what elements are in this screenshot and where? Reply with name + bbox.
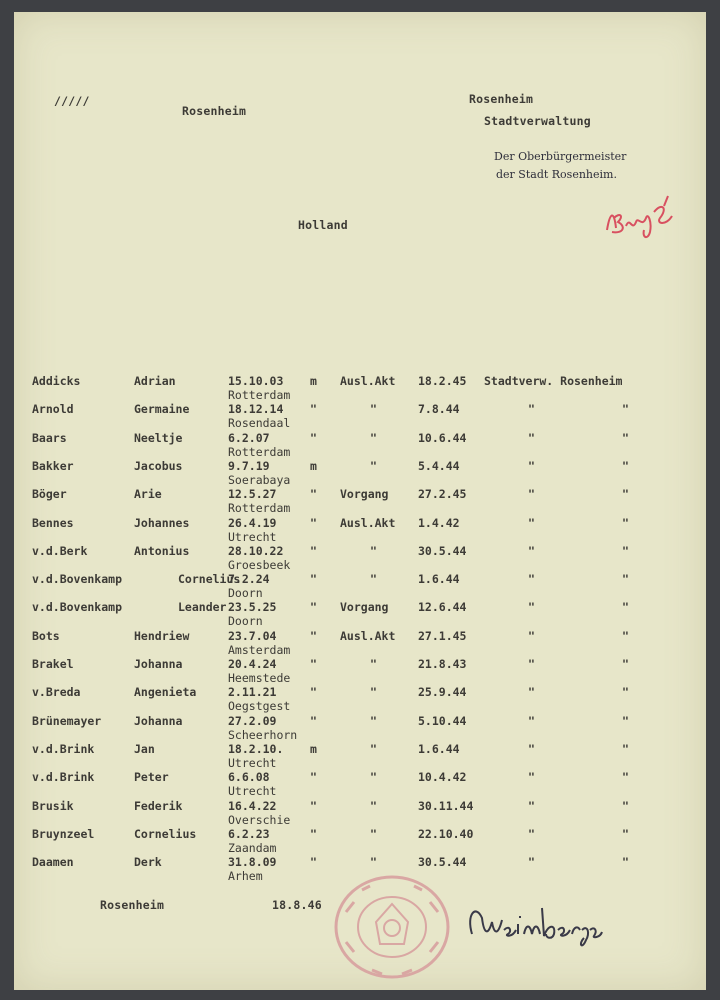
list-row: [14, 402, 706, 430]
row-sex: ": [310, 487, 317, 502]
row-surname: Brakel: [32, 657, 74, 671]
row-document-type: ": [370, 430, 377, 445]
list-row: [14, 657, 706, 685]
row-sex: ": [310, 685, 317, 700]
row-given-name: Cornelius: [134, 826, 197, 841]
row-birth-date: 23.5.25: [228, 600, 277, 615]
row-sex: ": [310, 515, 317, 530]
row-birth-place: Groesbeek: [228, 557, 291, 572]
row-surname: v.Breda: [32, 685, 81, 700]
list-row: [14, 742, 706, 770]
city-seal-stamp: [332, 872, 452, 982]
row-given-name: Arie: [134, 487, 162, 502]
row-birth-place: Amsterdam: [228, 642, 291, 657]
row-sex: m: [310, 741, 317, 756]
list-row: [14, 799, 706, 827]
sender-city: Rosenheim: [182, 104, 247, 118]
row-surname: Brünemayer: [32, 713, 102, 728]
row-birth-place: Rosendaal: [228, 416, 291, 431]
row-office-ditto: ": [622, 572, 629, 587]
row-birth-date: 6.6.08: [228, 770, 270, 785]
row-date: 21.8.43: [418, 657, 467, 671]
row-birth-place: Zaandam: [228, 840, 277, 855]
row-office-ditto: ": [622, 430, 629, 445]
row-office: ": [528, 685, 535, 700]
row-date: 27.1.45: [418, 628, 467, 643]
row-date: 1.6.44: [418, 741, 460, 756]
row-birth-date: 16.4.22: [228, 798, 277, 813]
row-birth-date: 6.2.23: [228, 826, 270, 841]
row-office: ": [528, 798, 535, 813]
row-surname: Arnold: [32, 402, 74, 417]
row-birth-date: 6.2.07: [228, 430, 270, 445]
recipient-city: Rosenheim: [469, 92, 534, 106]
row-birth-place: Oegstgest: [228, 699, 291, 714]
row-office: ": [528, 657, 535, 671]
row-surname: Böger: [32, 487, 67, 502]
row-office: ": [528, 487, 535, 502]
row-document-type: ": [370, 798, 377, 813]
row-date: 5.4.44: [418, 458, 460, 473]
row-birth-place: Utrecht: [228, 784, 277, 799]
row-surname: v.d.Bovenkamp: [32, 572, 123, 587]
row-document-type: Vorgang: [340, 487, 389, 502]
closing-city: Rosenheim: [100, 898, 165, 912]
row-document-type: ": [370, 741, 377, 756]
row-document-type: Ausl.Akt: [340, 374, 396, 388]
row-document-type: ": [370, 402, 377, 417]
row-given-name: Neeltje: [134, 430, 183, 445]
row-sex: ": [310, 657, 317, 671]
row-document-type: ": [370, 572, 377, 587]
row-given-name: Germaine: [134, 402, 190, 417]
row-given-name: Johanna: [134, 657, 183, 671]
row-document-type: ": [370, 543, 377, 558]
list-row: [14, 487, 706, 515]
row-sex: m: [310, 374, 317, 388]
list-row: [14, 431, 706, 459]
row-office: ": [528, 402, 535, 417]
row-office: Stadtverw. Rosenheim: [484, 374, 623, 388]
row-given-name: Cornelius: [178, 572, 241, 587]
row-office: ": [528, 515, 535, 530]
row-date: 30.5.44: [418, 855, 467, 870]
row-office-ditto: ": [622, 515, 629, 530]
row-office-ditto: ": [622, 543, 629, 558]
row-office-ditto: ": [622, 402, 629, 417]
closing-date: 18.8.46: [272, 898, 322, 912]
row-office: ": [528, 600, 535, 615]
office-stamp-line-1: Der Oberbürgermeister: [494, 150, 627, 163]
list-row: [14, 600, 706, 628]
row-given-name: Jacobus: [134, 458, 183, 473]
row-document-type: ": [370, 826, 377, 841]
row-surname: v.d.Brink: [32, 741, 95, 756]
row-given-name: Leander: [178, 600, 227, 615]
row-sex: ": [310, 770, 317, 785]
row-document-type: Ausl.Akt: [340, 628, 396, 643]
row-birth-date: 7.2.24: [228, 572, 270, 587]
row-birth-place: Rotterdam: [228, 388, 291, 402]
row-sex: ": [310, 855, 317, 870]
list-row: [14, 629, 706, 657]
row-birth-place: Heemstede: [228, 671, 291, 685]
row-given-name: Angenieta: [134, 685, 197, 700]
row-date: 10.6.44: [418, 430, 467, 445]
row-birth-place: Rotterdam: [228, 444, 291, 459]
red-handwritten-mark: [602, 192, 682, 252]
row-office-ditto: ": [622, 741, 629, 756]
row-sex: ": [310, 798, 317, 813]
list-row: [14, 374, 706, 402]
row-birth-place: Utrecht: [228, 529, 277, 544]
row-date: 12.6.44: [418, 600, 467, 615]
row-surname: Bennes: [32, 515, 74, 530]
row-date: 7.8.44: [418, 402, 460, 417]
row-office-ditto: ": [622, 657, 629, 671]
row-office-ditto: ": [622, 855, 629, 870]
row-document-type: ": [370, 458, 377, 473]
row-document-type: Vorgang: [340, 600, 389, 615]
list-row: [14, 544, 706, 572]
row-birth-date: 18.12.14: [228, 402, 284, 417]
row-surname: Daamen: [32, 855, 74, 870]
row-birth-date: 26.4.19: [228, 515, 277, 530]
row-sex: ": [310, 543, 317, 558]
row-birth-date: 9.7.19: [228, 458, 270, 473]
row-office: ": [528, 713, 535, 728]
row-given-name: Hendriew: [134, 628, 190, 643]
row-office: ": [528, 572, 535, 587]
row-birth-place: Soerabaya: [228, 472, 291, 487]
row-office: ": [528, 430, 535, 445]
row-birth-date: 15.10.03: [228, 374, 284, 388]
row-office: ": [528, 458, 535, 473]
row-surname: v.d.Bovenkamp: [32, 600, 123, 615]
list-row: [14, 770, 706, 798]
row-document-type: Ausl.Akt: [340, 515, 396, 530]
row-given-name: Jan: [134, 741, 155, 756]
row-surname: Brusik: [32, 798, 74, 813]
row-birth-place: Utrecht: [228, 755, 277, 770]
row-birth-place: Doorn: [228, 586, 263, 601]
row-office-ditto: ": [622, 798, 629, 813]
row-office: ": [528, 770, 535, 785]
row-birth-place: Overschie: [228, 812, 291, 827]
row-given-name: Federik: [134, 798, 183, 813]
list-row: [14, 827, 706, 855]
row-office-ditto: ": [622, 826, 629, 841]
row-office-ditto: ": [622, 600, 629, 615]
row-surname: v.d.Berk: [32, 543, 88, 558]
row-surname: Bakker: [32, 458, 74, 473]
row-surname: Baars: [32, 430, 67, 445]
row-sex: ": [310, 430, 317, 445]
row-surname: Addicks: [32, 374, 81, 388]
row-document-type: ": [370, 855, 377, 870]
row-birth-date: 2.11.21: [228, 685, 277, 700]
country-heading: Holland: [298, 218, 348, 232]
list-row: [14, 685, 706, 713]
row-office: ": [528, 826, 535, 841]
row-office: ": [528, 543, 535, 558]
row-given-name: Derk: [134, 855, 162, 870]
row-document-type: ": [370, 657, 377, 671]
row-birth-date: 31.8.09: [228, 855, 277, 870]
office-stamp-line-2: der Stadt Rosenheim.: [496, 168, 617, 181]
row-office-ditto: ": [622, 685, 629, 700]
row-date: 1.4.42: [418, 515, 460, 530]
row-document-type: ": [370, 713, 377, 728]
recipient-office: Stadtverwaltung: [484, 114, 591, 128]
row-surname: Bruynzeel: [32, 826, 95, 841]
row-given-name: Adrian: [134, 374, 176, 388]
row-document-type: ": [370, 770, 377, 785]
row-office-ditto: ": [622, 487, 629, 502]
row-given-name: Peter: [134, 770, 169, 785]
row-birth-date: 28.10.22: [228, 543, 284, 558]
row-birth-date: 18.2.10.: [228, 741, 284, 756]
handwritten-signature: [462, 894, 612, 964]
row-given-name: Johanna: [134, 713, 183, 728]
row-date: 27.2.45: [418, 487, 467, 502]
row-surname: Bots: [32, 628, 60, 643]
row-sex: ": [310, 826, 317, 841]
row-date: 22.10.40: [418, 826, 474, 841]
row-sex: ": [310, 572, 317, 587]
row-sex: m: [310, 458, 317, 473]
row-sex: ": [310, 713, 317, 728]
row-office-ditto: ": [622, 713, 629, 728]
row-birth-date: 27.2.09: [228, 713, 277, 728]
row-office: ": [528, 628, 535, 643]
list-row: [14, 459, 706, 487]
file-marks: /////: [54, 94, 90, 108]
row-office: ": [528, 741, 535, 756]
row-date: 25.9.44: [418, 685, 467, 700]
row-office-ditto: ": [622, 770, 629, 785]
row-date: 30.11.44: [418, 798, 474, 813]
row-office: ": [528, 855, 535, 870]
row-surname: v.d.Brink: [32, 770, 95, 785]
row-birth-place: Arhem: [228, 869, 263, 884]
row-office-ditto: ": [622, 628, 629, 643]
row-date: 10.4.42: [418, 770, 467, 785]
row-birth-date: 20.4.24: [228, 657, 277, 671]
row-birth-place: Doorn: [228, 614, 263, 629]
document-page: [14, 12, 706, 990]
row-birth-place: Rotterdam: [228, 501, 291, 516]
row-date: 5.10.44: [418, 713, 467, 728]
list-row: [14, 714, 706, 742]
row-given-name: Johannes: [134, 515, 190, 530]
list-row: [14, 516, 706, 544]
row-birth-date: 23.7.04: [228, 628, 277, 643]
row-birth-date: 12.5.27: [228, 487, 277, 502]
row-sex: ": [310, 600, 317, 615]
row-sex: ": [310, 628, 317, 643]
row-birth-place: Scheerhorn: [228, 727, 298, 742]
row-office-ditto: ": [622, 458, 629, 473]
row-document-type: ": [370, 685, 377, 700]
row-date: 30.5.44: [418, 543, 467, 558]
list-row: [14, 572, 706, 600]
row-date: 18.2.45: [418, 374, 467, 388]
row-date: 1.6.44: [418, 572, 460, 587]
row-given-name: Antonius: [134, 543, 190, 558]
row-sex: ": [310, 402, 317, 417]
